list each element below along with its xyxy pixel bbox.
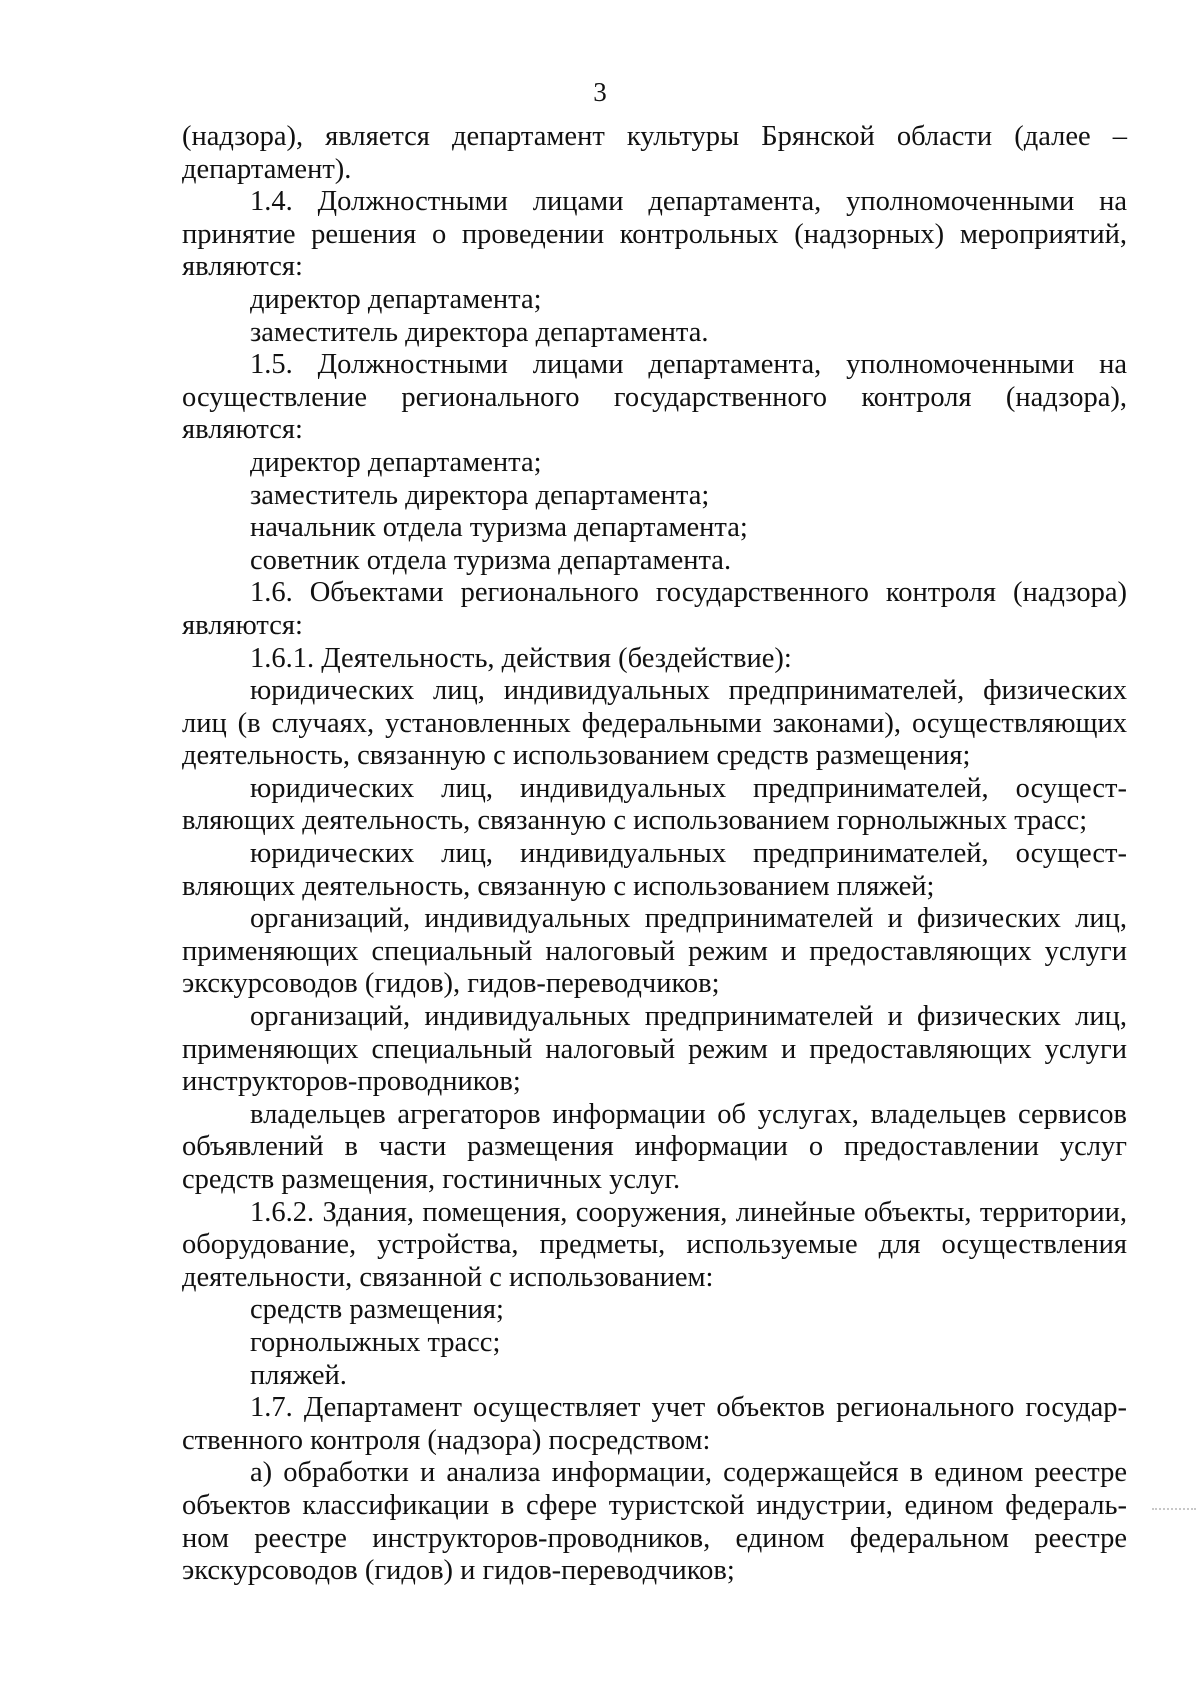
- paragraph-1-5: 1.5. Должностными лицами департамента, уполномоченными на осуществление регионального государственного контроля (надзора), являются:: [182, 349, 1127, 446]
- paragraph-1-7: 1.7. Департамент осуществляет учет объектов регионального государственного контроля (надзора) посредством:: [182, 1392, 1127, 1456]
- paragraph-1-4: 1.4. Должностными лицами департамента, уполномоченными на принятие решения о проведении контрольных (надзорных) мероприятий, являются:: [182, 186, 1127, 283]
- page-number: 3: [593, 77, 607, 107]
- paragraph-continuation: (надзора), является департамент культуры Брянской области (далее – департамент).: [182, 121, 1127, 185]
- document-body: [182, 121, 1127, 1588]
- list-item: заместитель директора департамента.: [250, 316, 709, 348]
- list-item: юридических лиц, индивидуальных предпринимателей, осуществляющих деятельность, связанную с использованием пляжей;: [182, 838, 1127, 902]
- paragraph-1-6: 1.6. Объектами регионального государственного контроля (надзора) являются:: [182, 577, 1127, 641]
- list-item: организаций, индивидуальных предпринимателей и физических лиц, применяющих специальный налоговый режим и предоставляющих услуги экскурсоводов (гидов), гидов-переводчиков;: [182, 903, 1127, 1000]
- list-item: организаций, индивидуальных предпринимателей и физических лиц, применяющих специальный налоговый режим и предоставляющих услуги инструкторов-проводников;: [182, 1001, 1127, 1098]
- list-item: владельцев агрегаторов информации об услугах, владельцев сервисов объявлений в части размещения информации о предоставлении услуг средств размещения, гостиничных услуг.: [182, 1098, 1127, 1195]
- paragraph-1-6-2: 1.6.2. Здания, помещения, сооружения, линейные объекты, территории, оборудование, устройства, предметы, используемые для осуществления деятельности, связанной с использованием:: [182, 1196, 1127, 1293]
- paragraph-1-7-a: а) обработки и анализа информации, содержащейся в едином реестре объектов классификации в сфере туристской индустрии, едином федеральном реестре инструкторов-проводников, едином федеральном реестре экскурсоводов (гидов) и гидов-переводчиков;: [182, 1457, 1127, 1587]
- list-item: заместитель директора департамента;: [250, 479, 710, 511]
- paragraph-1-6-1: 1.6.1. Деятельность, действия (бездействие):: [250, 642, 792, 674]
- scan-artifact-dots: [1152, 1508, 1196, 1512]
- list-item: советник отдела туризма департамента.: [250, 544, 732, 576]
- list-item: юридических лиц, индивидуальных предпринимателей, осуществляющих деятельность, связанную с использованием горнолыжных трасс;: [182, 772, 1127, 837]
- list-item: горнолыжных трасс;: [250, 1326, 501, 1358]
- list-item: начальник отдела туризма департамента;: [250, 512, 748, 544]
- list-item: средств размещения;: [250, 1294, 504, 1326]
- list-item: пляжей.: [250, 1359, 347, 1391]
- list-item: юридических лиц, индивидуальных предпринимателей, физических лиц (в случаях, установленных федеральными законами), осуществляющих деятельность, связанную с использованием средств размещения;: [182, 675, 1127, 772]
- list-item: директор департамента;: [250, 283, 542, 315]
- list-item: директор департамента;: [250, 446, 542, 478]
